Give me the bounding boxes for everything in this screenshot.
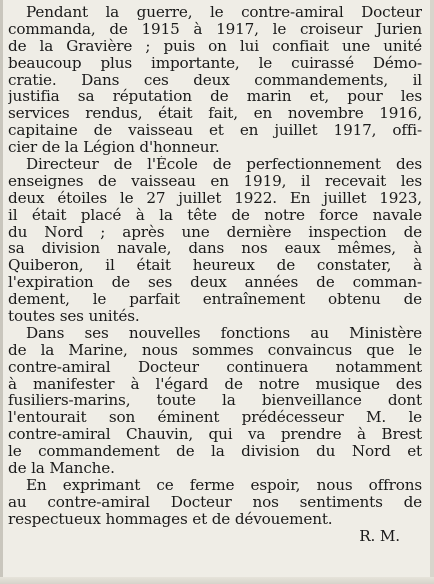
article-line: le commandement de la division du Nord et [8,443,422,461]
article-line: Quiberon, il était heureux de constater, à [8,257,422,275]
paragraph-2 [8,156,422,325]
article-line: capitaine de vaisseau et en juillet 1917, offi- [8,122,422,140]
article-line: de la Marine, nous sommes convaincus que le [8,341,422,359]
article-line: au contre-amiral Docteur nos sentiments de [8,493,422,511]
article-line: fusiliers-marins, toute la bienveillance dont [8,392,422,410]
article-line: cratie. Dans ces deux commandements, il [8,71,422,89]
article-line: l'entourait son éminent prédécesseur M. le [8,409,422,427]
article-line: respectueux hommages et de dévouement. [8,510,333,528]
article-line: il était placé à la tête de notre force navale [8,206,422,224]
article-line: l'expiration de ses deux années de comman- [8,274,422,292]
article-line: beaucoup plus importante, le cuirassé Démo- [8,54,422,72]
article-line: Pendant la guerre, le contre-amiral Docteur [26,4,422,21]
article-line: justifia sa réputation de marin et, pour les [8,88,422,106]
article-line: commanda, de 1915 à 1917, le croiseur Jurien [8,20,422,38]
article-line: sa division navale, dans nos eaux mêmes, à [8,240,422,258]
scan-edge-left [0,0,3,584]
paragraph-4 [8,477,422,528]
article-line: En exprimant ce ferme espoir, nous offrons [26,476,422,494]
article-line: de la Manche. [8,460,115,477]
article-line: services rendus, était fait, en novembre 1916, [8,105,422,123]
article-line: Dans ses nouvelles fonctions au Ministère [26,324,422,342]
article-line: contre-amiral Chauvin, qui va prendre à Brest [8,426,422,444]
paragraph-3 [8,325,422,477]
signature-initials: R. M. [359,526,400,545]
newspaper-article [8,4,422,545]
article-line: deux étoiles le 27 juillet 1922. En juillet 1923, [8,189,422,207]
article-line: du Nord ; après une dernière inspection de [8,223,422,241]
article-line: dement, le parfait entraînement obtenu de [8,291,422,309]
article-line: de la Gravière ; puis on lui confiait une unité [8,37,422,55]
scan-cut-bottom [0,577,434,584]
paragraph-1 [8,4,422,156]
article-line: à manifester à l'égard de notre musique des [8,375,422,393]
article-line: cier de la Légion d'honneur. [8,139,220,157]
scan-edge-right [430,0,434,584]
article-line: toutes ses unités. [8,308,140,325]
article-line: enseignes de vaisseau en 1919, il recevait les [8,172,422,190]
article-line: contre-amiral Docteur continuera notamment [8,358,422,376]
article-line: Directeur de l'École de perfectionnement des [26,156,422,173]
